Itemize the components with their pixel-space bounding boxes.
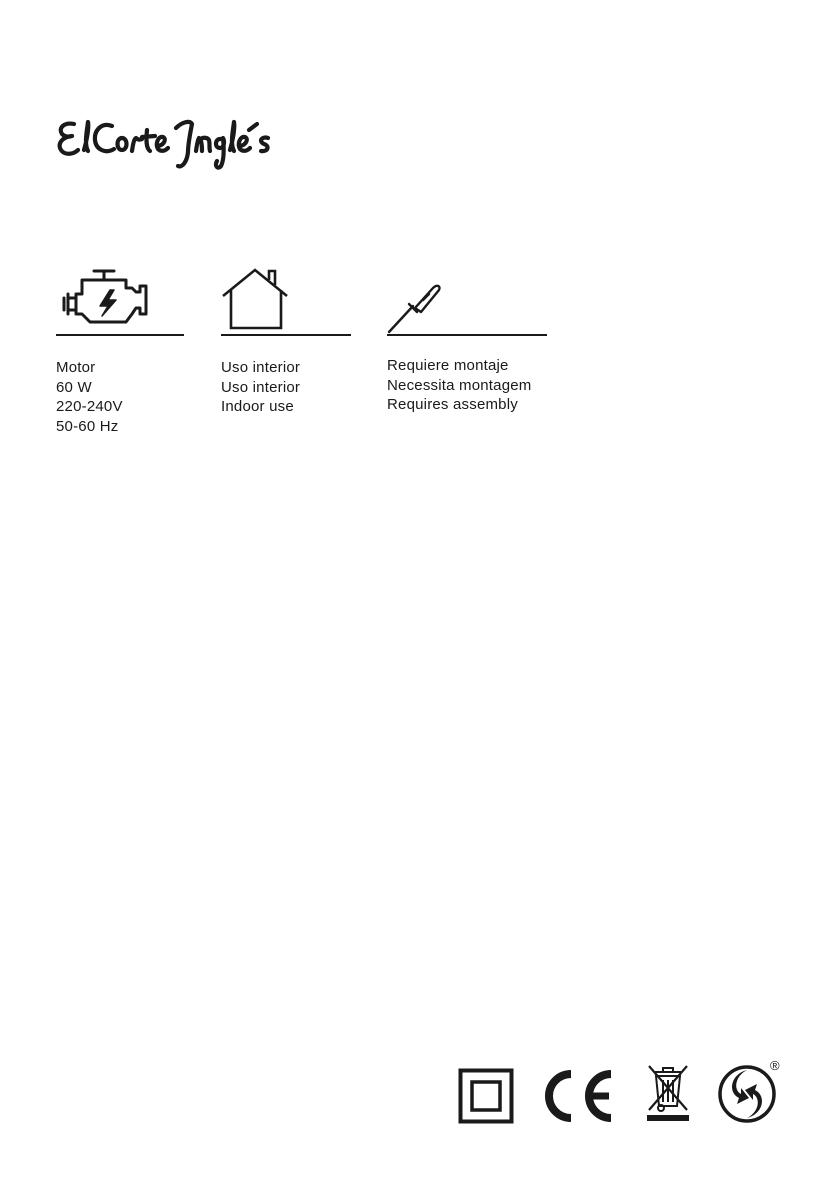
- certification-marks: [455, 1060, 785, 1130]
- double-insulation-icon: [458, 1068, 514, 1124]
- motor-divider: [56, 334, 184, 336]
- indoor-spec-text: [221, 358, 351, 417]
- house-icon: [221, 268, 351, 334]
- motor-line-2: 60 W: [56, 378, 92, 396]
- screwdriver-icon: [387, 268, 517, 334]
- brand-logo-script: [54, 110, 282, 174]
- weee-bin-icon: [645, 1062, 691, 1124]
- assembly-divider: [387, 334, 547, 336]
- indoor-line-2: Uso interior: [221, 378, 301, 396]
- green-dot-icon: [717, 1064, 777, 1124]
- assembly-line-1: Requiere montaje: [387, 357, 509, 374]
- spec-indoor: [221, 268, 351, 417]
- indoor-line-1: Uso interior: [221, 359, 301, 376]
- assembly-spec-text: [387, 356, 557, 415]
- motor-icon: [56, 268, 186, 334]
- spec-motor: [56, 268, 186, 436]
- registered-mark: ®: [770, 1058, 780, 1073]
- brand-logo: [54, 110, 282, 174]
- spec-assembly: [387, 268, 557, 415]
- indoor-divider: [221, 334, 351, 336]
- assembly-line-2: Necessita montagem: [387, 376, 532, 394]
- assembly-line-3: Requires assembly: [387, 396, 518, 413]
- indoor-line-3: Indoor use: [221, 398, 294, 415]
- motor-spec-text: [56, 358, 186, 436]
- motor-line-4: 50-60 Hz: [56, 417, 119, 435]
- ce-mark-icon: [541, 1068, 617, 1124]
- motor-line-3: 220-240V: [56, 398, 123, 415]
- motor-line-1: Motor: [56, 359, 96, 376]
